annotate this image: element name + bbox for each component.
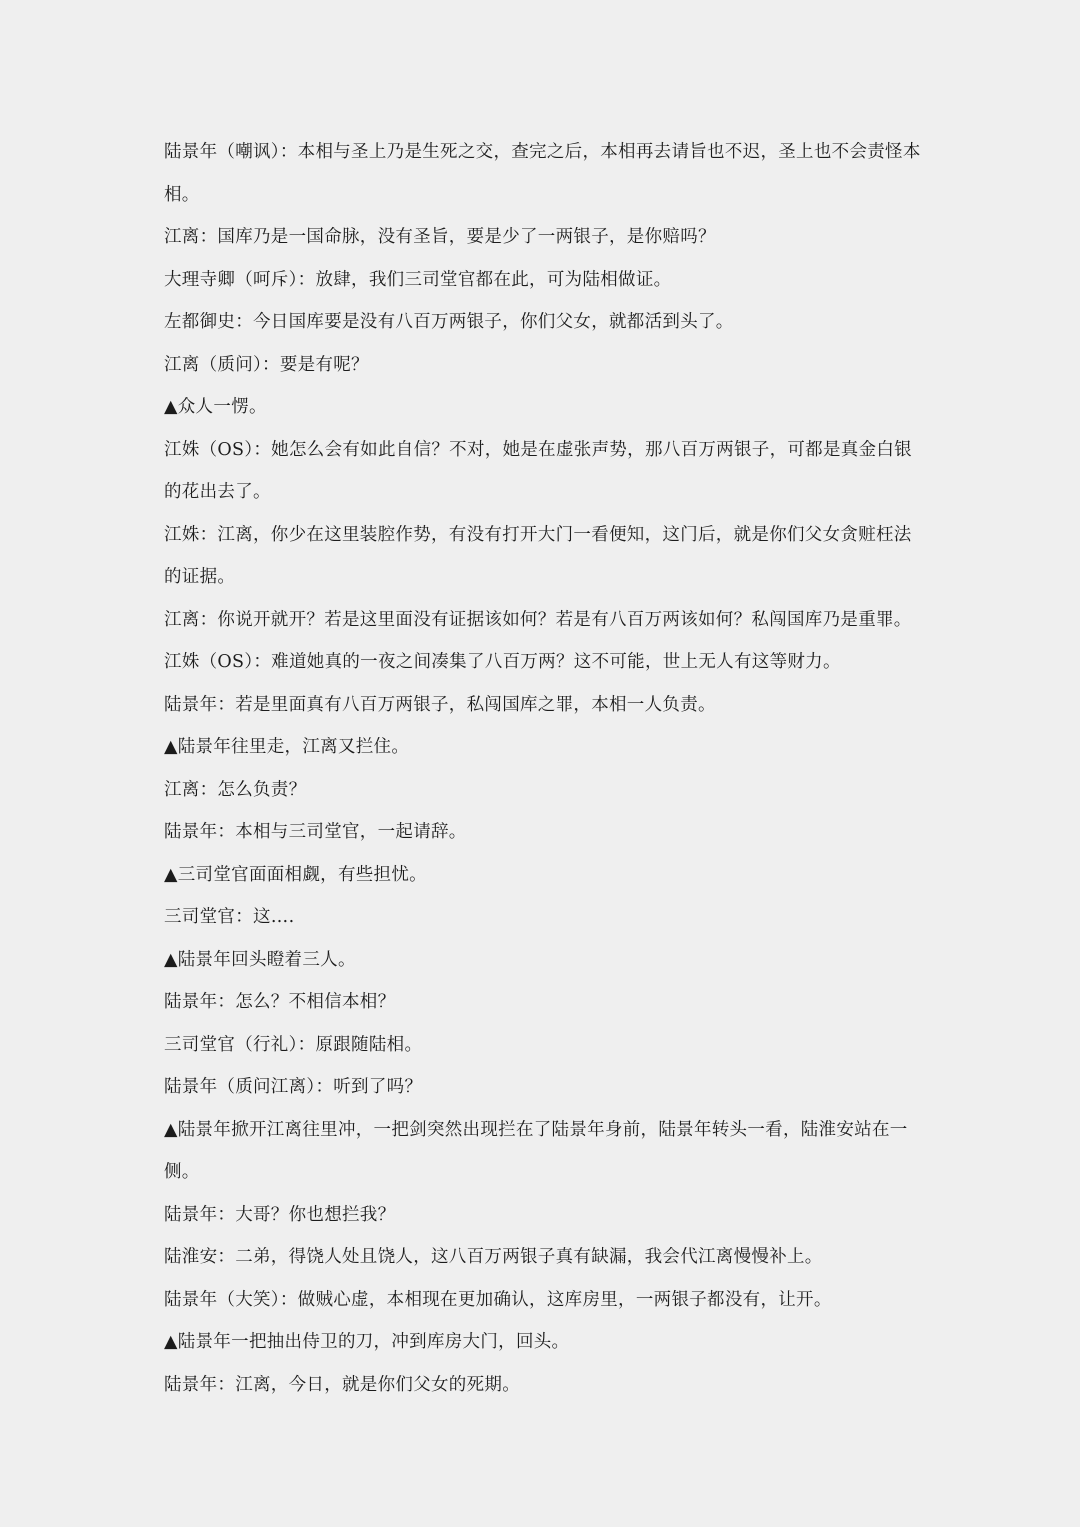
script-line: 陆景年：大哥？你也想拦我？ [164,1204,396,1225]
script-body [164,131,924,1406]
script-line: 江姝：江离，你少在这里装腔作势，有没有打开大门一看便知，这门后，就是你们父女贪赃枉法的证据。 [164,524,912,587]
stage-direction: ▲众人一愣。 [164,397,267,417]
stage-direction: ▲陆景年一把抽出侍卫的刀，冲到库房大门，回头。 [164,1332,570,1352]
script-line: 三司堂官：这…. [164,907,295,927]
script-line: 江离：你说开就开？若是这里面没有证据该如何？若是有八百万两该如何？私闯国库乃是重罪。 [164,609,912,630]
stage-direction: ▲陆景年掀开江离往里冲，一把剑突然出现拦在了陆景年身前，陆景年转头一看，陆淮安站在一侧。 [164,1119,908,1182]
script-line: 左都御史：今日国库要是没有八百万两银子，你们父女，就都活到头了。 [164,312,734,332]
script-line: 陆景年（大笑）：做贼心虚，本相现在更加确认，这库房里，一两银子都没有，让开。 [164,1289,832,1310]
script-line: 陆景年：江离，今日，就是你们父女的死期。 [164,1374,520,1395]
script-line: 江离（质问）：要是有呢？ [164,354,369,375]
script-line: 陆景年（质问江离）：听到了吗？ [164,1077,423,1097]
script-line: 江离：怎么负责？ [164,779,307,800]
script-line: 江离：国库乃是一国命脉，没有圣旨，要是少了一两银子，是你赔吗？ [164,227,716,247]
stage-direction: ▲陆景年回头瞪着三人。 [164,949,356,970]
stage-direction: ▲三司堂官面面相觑，有些担忧。 [164,864,427,885]
stage-direction: ▲陆景年往里走，江离又拦住。 [164,737,410,757]
script-line: 陆景年：怎么？不相信本相？ [164,992,396,1012]
script-line: 三司堂官（行礼）：原跟随陆相。 [164,1034,423,1055]
script-line: 陆景年：若是里面真有八百万两银子，私闯国库之罪，本相一人负责。 [164,694,716,715]
script-line: 江姝（OS）：难道她真的一夜之间凑集了八百万两？这不可能，世上无人有这等财力。 [164,652,841,672]
script-line: 陆景年：本相与三司堂官，一起请辞。 [164,822,467,842]
script-line: 江姝（OS）：她怎么会有如此自信？不对，她是在虚张声势，那八百万两银子，可都是真金白银的花出去了。 [164,439,912,502]
script-line: 大理寺卿（呵斥）：放肆，我们三司堂官都在此，可为陆相做证。 [164,269,672,290]
script-line: 陆淮安：二弟，得饶人处且饶人，这八百万两银子真有缺漏，我会代江离慢慢补上。 [164,1247,823,1267]
script-line: 陆景年（嘲讽）：本相与圣上乃是生死之交，查完之后，本相再去请旨也不迟，圣上也不会责怪本相。 [164,142,921,205]
